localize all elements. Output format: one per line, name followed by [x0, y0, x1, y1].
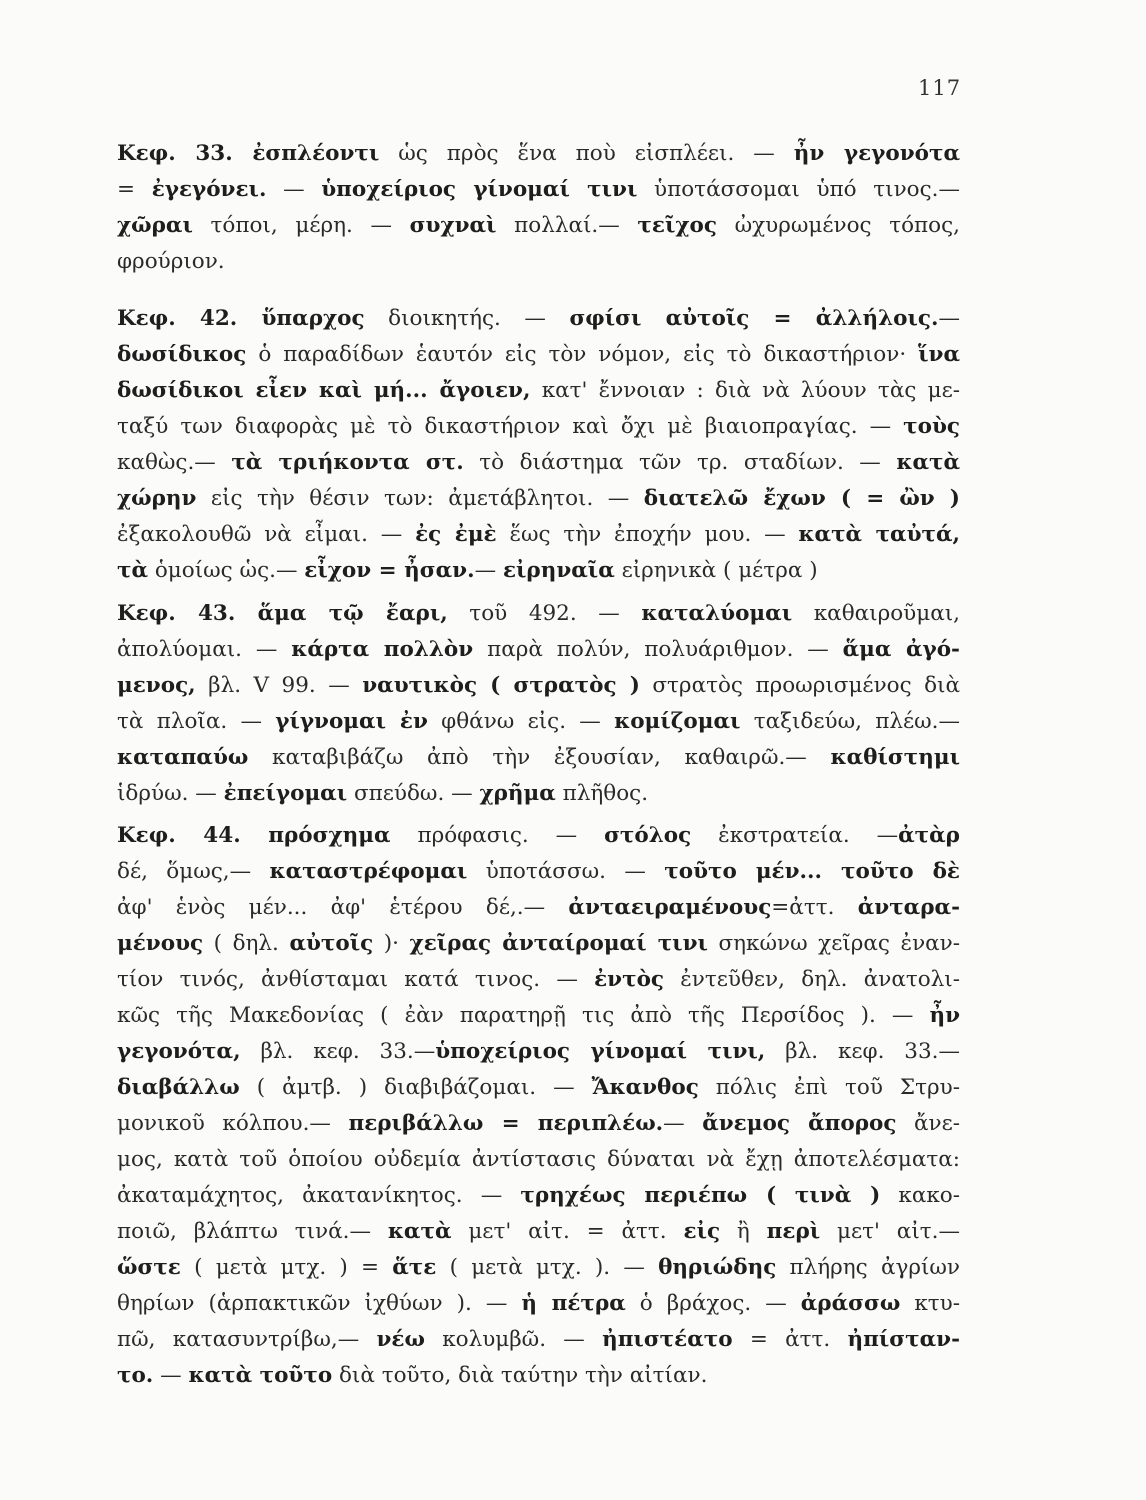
chapter-44-glosses	[117, 818, 960, 1394]
text-line: τίον τινός, ἀνθίσταμαι κατά τινος. — ἐντὸς ἐντεῦθεν, δηλ. ἀνατολι-	[117, 967, 960, 992]
text-line: μένους ( δηλ. αὐτοῖς )· χεῖρας ἀνταίρομαί τινι σηκώνω χεῖρας ἐναν-	[117, 931, 960, 956]
text-line: Κεφ. 33. ἐσπλέοντι ὡς πρὸς ἕνα ποὺ εἰσπλέει. — ἦν γεγονότα	[117, 141, 960, 166]
text-line: διαβάλλω ( ἀμτβ. ) διαβιβάζομαι. — Ἄκανθος πόλις ἐπὶ τοῦ Στρυ-	[117, 1075, 960, 1100]
text-line: γεγονότα, βλ. κεφ. 33.—ὑποχείριος γίνομαί τινι, βλ. κεφ. 33.—	[117, 1039, 960, 1064]
text-line: μενος, βλ. V 99. — ναυτικὸς ( στρατὸς ) στρατὸς προωρισμένος διὰ	[117, 673, 960, 698]
text-line: καταπαύω καταβιβάζω ἀπὸ τὴν ἐξουσίαν, καθαιρῶ.— καθίστημι	[117, 745, 960, 770]
text-line: το. — κατὰ τοῦτο διὰ τοῦτο, διὰ ταύτην τὴν αἰτίαν.	[117, 1363, 708, 1388]
chapter-43-glosses	[117, 596, 960, 812]
text-line: ἐξακολουθῶ νὰ εἶμαι. — ἐς ἐμὲ ἕως τὴν ἐποχήν μου. — κατὰ ταὐτά,	[117, 522, 960, 547]
text-line: Κεφ. 43. ἅμα τῷ ἔαρι, τοῦ 492. — καταλύομαι καθαιροῦμαι,	[117, 601, 960, 626]
text-line: Κεφ. 44. πρόσχημα πρόφασις. — στόλος ἐκστρατεία. —ἀτὰρ	[117, 823, 960, 848]
text-line: ἱδρύω. — ἐπείγομαι σπεύδω. — χρῆμα πλῆθος.	[117, 781, 649, 806]
text-line: καθὼς.— τὰ τριήκοντα στ. τὸ διάστημα τῶν τρ. σταδίων. — κατὰ	[117, 450, 960, 475]
text-line: μονικοῦ κόλπου.— περιβάλλω = περιπλέω.— ἄνεμος ἄπορος ἄνε-	[117, 1111, 960, 1136]
text-line: πῶ, κατασυντρίβω,— νέω κολυμβῶ. — ἠπιστέατο = ἀττ. ἠπίσταν-	[117, 1327, 960, 1352]
text-line: ποιῶ, βλάπτω τινά.— κατὰ μετ' αἰτ. = ἀττ. εἰς ἢ περὶ μετ' αἰτ.—	[117, 1219, 960, 1244]
text-line: = ἐγεγόνει. — ὑποχείριος γίνομαί τινι ὑποτάσσομαι ὑπό τινος.—	[117, 177, 960, 202]
text-line: δέ, ὅμως,— καταστρέφομαι ὑποτάσσω. — τοῦτο μέν... τοῦτο δὲ	[117, 859, 960, 884]
page-number: 117	[918, 76, 962, 100]
text-line: ἀπολύομαι. — κάρτα πολλὸν παρὰ πολύν, πολυάριθμον. — ἅμα ἀγό-	[117, 637, 960, 662]
chapter-42-glosses	[117, 301, 960, 589]
text-line: ταξύ των διαφορὰς μὲ τὸ δικαστήριον καὶ ὄχι μὲ βιαιοπραγίας. — τοὺς	[117, 414, 960, 439]
text-line: ἀφ' ἑνὸς μέν... ἀφ' ἑτέρου δέ,.— ἀνταειραμένους=ἀττ. ἀνταρα-	[117, 895, 960, 920]
text-line: φρούριον.	[117, 249, 225, 274]
text-line: Κεφ. 42. ὕπαρχος διοικητής. — σφίσι αὐτοῖς = ἀλλήλοις.—	[117, 306, 960, 331]
text-line: δωσίδικοι εἶεν καὶ μή... ἄγοιεν, κατ' ἔννοιαν : διὰ νὰ λύουν τὰς με-	[117, 378, 960, 403]
text-line: χῶραι τόποι, μέρη. — συχναὶ πολλαί.— τεῖχος ὠχυρωμένος τόπος,	[117, 213, 960, 238]
text-line: θηρίων (ἁρπακτικῶν ἰχθύων ). — ἡ πέτρα ὁ βράχος. — ἀράσσω κτυ-	[117, 1291, 960, 1316]
chapter-33-glosses	[117, 136, 960, 280]
text-line: ὥστε ( μετὰ μτχ. ) = ἅτε ( μετὰ μτχ. ). — θηριώδης πλήρης ἀγρίων	[117, 1255, 960, 1280]
text-line: ἀκαταμάχητος, ἀκατανίκητος. — τρηχέως περιέπω ( τινὰ ) κακο-	[117, 1183, 960, 1208]
text-line: κῶς τῆς Μακεδονίας ( ἐὰν παρατηρῇ τις ἀπὸ τῆς Περσίδος ). — ἦν	[117, 1003, 960, 1028]
text-line: μος, κατὰ τοῦ ὁποίου οὐδεμία ἀντίστασις δύναται νὰ ἔχῃ ἀποτελέσματα:	[117, 1147, 960, 1172]
text-line: χώρην εἰς τὴν θέσιν των: ἀμετάβλητοι. — διατελῶ ἔχων ( = ὢν )	[117, 486, 960, 511]
text-line: τὰ πλοῖα. — γίγνομαι ἐν φθάνω εἰς. — κομίζομαι ταξιδεύω, πλέω.—	[117, 709, 960, 734]
text-line: δωσίδικος ὁ παραδίδων ἑαυτόν εἰς τὸν νόμον, εἰς τὸ δικαστήριον· ἵνα	[117, 342, 960, 367]
text-line: τὰ ὁμοίως ὡς.— εἶχον = ἦσαν.— εἰρηναῖα εἰρηνικὰ ( μέτρα )	[117, 558, 818, 583]
